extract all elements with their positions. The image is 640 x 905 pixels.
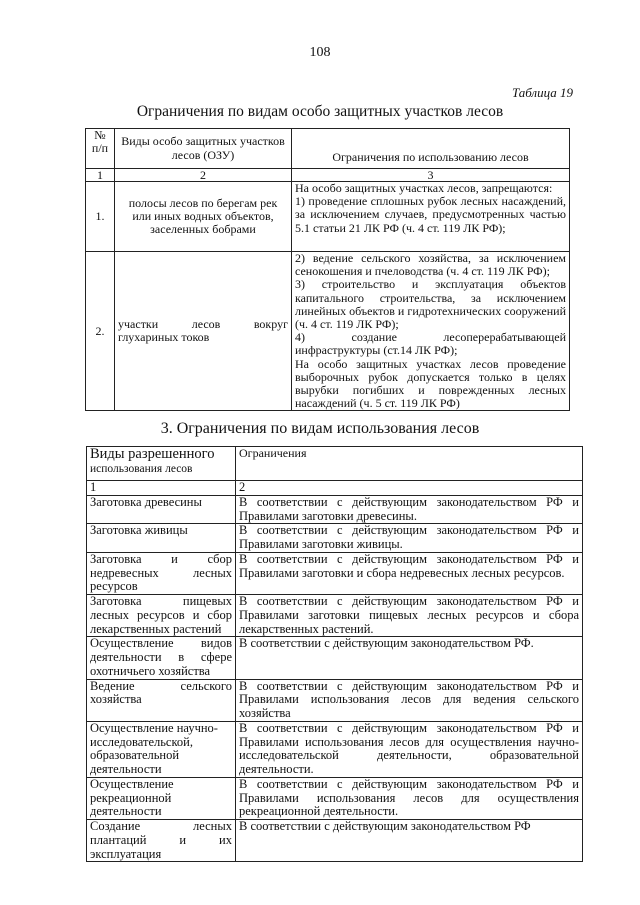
use-restriction: В соответствии с действующим законодательством РФ и Правилами заготовки пищевых лесных ресурсов и сбора лекарственных растений. xyxy=(236,595,583,637)
table-header-row xyxy=(86,129,570,169)
table-row xyxy=(87,679,583,721)
header-number: № п/п xyxy=(86,129,115,169)
restriction-line: На особо защитных участках лесов, запрещаются: xyxy=(295,181,553,195)
header-use-type-line1: Виды разрешенного xyxy=(90,446,215,462)
ozu-type: полосы лесов по берегам рек или иных водных объектов, заселенных бобрами xyxy=(115,182,292,252)
use-restriction: В соответствии с действующим законодательством РФ и Правилами заготовки живицы. xyxy=(236,524,583,553)
table-header-row xyxy=(87,447,583,481)
use-type: Ведение сельского хозяйства xyxy=(87,679,236,721)
column-number-row xyxy=(86,169,570,182)
table-row xyxy=(87,820,583,862)
osz-restrictions-table xyxy=(85,128,570,411)
table-row xyxy=(87,595,583,637)
restriction-line: 3) строительство и эксплуатация объектов капитального строительства, за исключением линейных объектов и гидротехнических сооружений (ч. 4 ст. 119 ЛК РФ); xyxy=(295,277,566,331)
column-number: 2 xyxy=(236,481,583,496)
header-use-type-line2: использования лесов xyxy=(90,462,193,475)
use-type: Заготовка живицы xyxy=(87,524,236,553)
use-type: Осуществление рекреационной деятельности xyxy=(87,777,236,819)
table-row xyxy=(86,252,570,411)
header-restrictions: Ограничения по использованию лесов xyxy=(292,129,570,169)
use-restriction: В соответствии с действующим законодательством РФ. xyxy=(236,637,583,679)
table-row xyxy=(86,182,570,252)
use-restriction: В соответствии с действующим законодательством РФ xyxy=(236,820,583,862)
restriction-line: 4) создание лесоперерабатывающей инфраструктуры (ст.14 ЛК РФ); xyxy=(295,330,566,358)
use-type: Заготовка пищевых лесных ресурсов и сбор лекарственных растений xyxy=(87,595,236,637)
restriction-line: На особо защитных участках лесов проведение выборочных рубок допускается только в целях вырубки погибших и поврежденных лесных насаждений (ч. 5 ст. 119 ЛК РФ) xyxy=(295,356,566,411)
use-restriction: В соответствии с действующим законодательством РФ и Правилами использования лесов для ведения сельского хозяйства xyxy=(236,679,583,721)
ozu-type: участки лесов вокруг глухариных токов xyxy=(115,252,292,411)
restriction-cell xyxy=(292,182,570,252)
use-type: Осуществление видов деятельности в сфере охотничьего хозяйства xyxy=(87,637,236,679)
page-number: 108 xyxy=(309,45,331,60)
table-row xyxy=(87,495,583,524)
restriction-cell xyxy=(292,252,570,411)
column-number: 1 xyxy=(86,169,115,182)
header-restrictions: Ограничения xyxy=(236,447,583,481)
column-number: 3 xyxy=(292,169,570,182)
row-number: 2. xyxy=(86,252,115,411)
restriction-line: 1) проведение сплошных рубок лесных насаждений, за исключением случаев, предусмотренных частью 5.1 статьи 21 ЛК РФ (ч. 4 ст. 119 ЛК РФ); xyxy=(295,194,566,235)
section-title: 3. Ограничения по видам использования лесов xyxy=(160,420,480,437)
column-number-row xyxy=(87,481,583,496)
row-number: 1. xyxy=(86,182,115,252)
table-row xyxy=(87,637,583,679)
use-type: Осуществление научно-исследовательской, образовательной деятельности xyxy=(87,721,236,777)
use-restriction: В соответствии с действующим законодательством РФ и Правилами заготовки древесины. xyxy=(236,495,583,524)
use-restriction: В соответствии с действующим законодательством РФ и Правилами заготовки и сбора недревесных лесных ресурсов. xyxy=(236,552,583,594)
table-title: Ограничения по видам особо защитных участков лесов xyxy=(136,103,504,120)
table-caption: Таблица 19 xyxy=(511,85,573,100)
column-number: 2 xyxy=(115,169,292,182)
column-number: 1 xyxy=(87,481,236,496)
use-type: Заготовка древесины xyxy=(87,495,236,524)
table-row xyxy=(87,552,583,594)
table-row xyxy=(87,777,583,819)
header-use-type xyxy=(87,447,236,481)
use-restriction: В соответствии с действующим законодательством РФ и Правилами использования лесов для осуществления научно-исследовательской деятельности, образовательной деятельности. xyxy=(236,721,583,777)
restriction-line: 2) ведение сельского хозяйства, за исключением сенокошения и пчеловодства (ч. 4 ст. 119 ЛК РФ); xyxy=(295,251,566,279)
use-restriction: В соответствии с действующим законодательством РФ и Правилами использования лесов для осуществления рекреационной деятельности. xyxy=(236,777,583,819)
table-row xyxy=(87,524,583,553)
forest-use-restrictions-table xyxy=(86,446,583,862)
use-type: Заготовка и сбор недревесных лесных ресурсов xyxy=(87,552,236,594)
use-type: Создание лесных плантаций и их эксплуатация xyxy=(87,820,236,862)
table-row xyxy=(87,721,583,777)
header-ozu-type: Виды особо защитных участков лесов (ОЗУ) xyxy=(115,129,292,169)
